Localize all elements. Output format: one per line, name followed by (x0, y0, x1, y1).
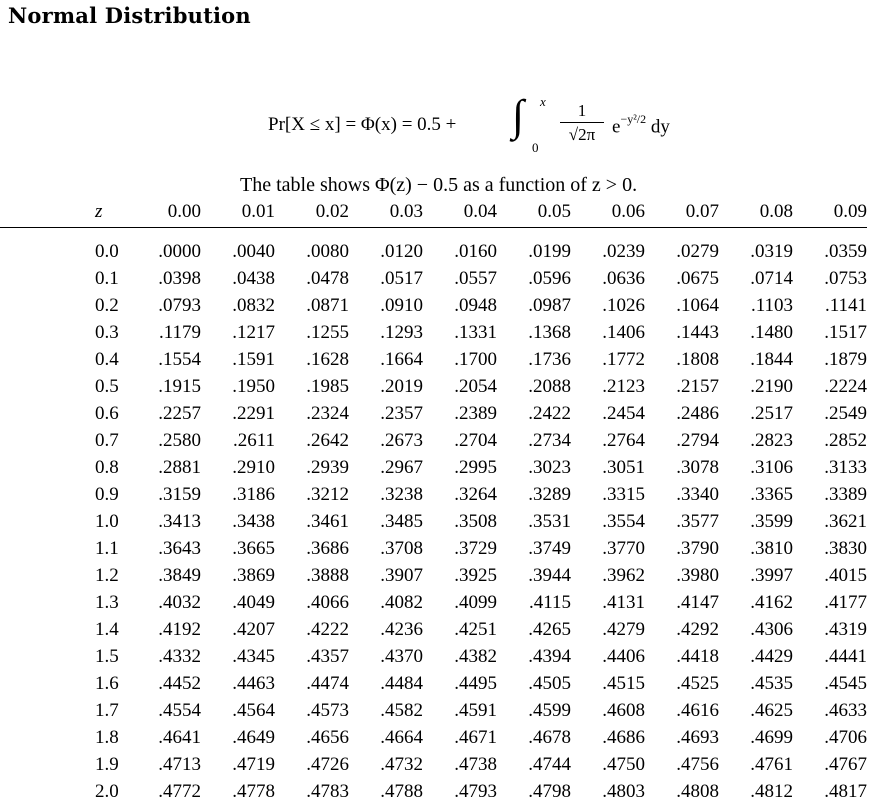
probability-cell: .3078 (676, 456, 719, 478)
probability-cell: .4207 (232, 618, 275, 640)
z-value-cell: 0.1 (95, 267, 119, 289)
probability-cell: .4778 (232, 780, 275, 802)
probability-cell: .4222 (306, 618, 349, 640)
table-row (0, 265, 867, 292)
probability-cell: .4656 (306, 726, 349, 748)
probability-cell: .4750 (602, 753, 645, 775)
probability-cell: .3810 (750, 537, 793, 559)
probability-cell: .2389 (454, 402, 497, 424)
probability-cell: .4515 (602, 672, 645, 694)
probability-cell: .0948 (454, 294, 497, 316)
table-row (0, 292, 867, 319)
probability-cell: .4812 (750, 780, 793, 802)
table-header-row (0, 197, 867, 228)
probability-cell: .3708 (380, 537, 423, 559)
probability-cell: .1664 (380, 348, 423, 370)
table-caption: The table shows Φ(z) − 0.5 as a function of z > 0. (240, 174, 638, 196)
probability-cell: .4564 (232, 699, 275, 721)
probability-cell: .1772 (602, 348, 645, 370)
probability-cell: .1406 (602, 321, 645, 343)
table-row (0, 778, 867, 805)
probability-cell: .3907 (380, 564, 423, 586)
table-row (0, 319, 867, 346)
column-header: 0.03 (389, 201, 423, 222)
probability-cell: .2580 (158, 429, 201, 451)
probability-cell: .4306 (750, 618, 793, 640)
column-header: 0.08 (759, 201, 793, 222)
formula-rhs (612, 114, 670, 138)
probability-cell: .2454 (602, 402, 645, 424)
probability-cell: .4292 (676, 618, 719, 640)
z-value-cell: 1.0 (95, 510, 119, 532)
probability-cell: .2054 (454, 375, 497, 397)
probability-cell: .3980 (676, 564, 719, 586)
probability-cell: .0910 (380, 294, 423, 316)
probability-cell: .4793 (454, 780, 497, 802)
probability-cell: .4808 (676, 780, 719, 802)
probability-cell: .1368 (528, 321, 571, 343)
probability-cell: .3749 (528, 537, 571, 559)
probability-cell: .3289 (528, 483, 571, 505)
probability-cell: .1879 (824, 348, 867, 370)
integral-lower-bound: 0 (532, 140, 539, 155)
probability-cell: .3238 (380, 483, 423, 505)
probability-cell: .3485 (380, 510, 423, 532)
table-row (0, 535, 867, 562)
z-value-cell: 0.5 (95, 375, 119, 397)
normal-distribution-table (0, 197, 867, 805)
table-row (0, 751, 867, 778)
probability-cell: .2910 (232, 456, 275, 478)
probability-cell: .3790 (676, 537, 719, 559)
probability-cell: .4429 (750, 645, 793, 667)
integral-sign: ∫ (512, 91, 525, 140)
table-row (0, 400, 867, 427)
probability-cell: .3159 (158, 483, 201, 505)
z-value-cell: 1.7 (95, 699, 119, 721)
probability-cell: .3508 (454, 510, 497, 532)
probability-cell: .4649 (232, 726, 275, 748)
probability-cell: .4115 (528, 591, 571, 613)
probability-cell: .4535 (750, 672, 793, 694)
probability-cell: .2257 (158, 402, 201, 424)
probability-cell: .0319 (750, 240, 793, 262)
probability-cell: .3133 (824, 456, 867, 478)
probability-cell: .4505 (528, 672, 571, 694)
z-value-cell: 1.9 (95, 753, 119, 775)
probability-cell: .2291 (232, 402, 275, 424)
probability-cell: .4441 (824, 645, 867, 667)
probability-cell: .3888 (306, 564, 349, 586)
probability-cell: .4699 (750, 726, 793, 748)
z-value-cell: 0.2 (95, 294, 119, 316)
table-row (0, 481, 867, 508)
fraction-denominator: √2π (568, 125, 596, 144)
differential: dy (646, 116, 670, 138)
probability-cell: .1844 (750, 348, 793, 370)
z-value-cell: 1.4 (95, 618, 119, 640)
probability-cell: .4582 (380, 699, 423, 721)
probability-cell: .4463 (232, 672, 275, 694)
probability-cell: .0080 (306, 240, 349, 262)
probability-cell: .4495 (454, 672, 497, 694)
probability-cell: .1554 (158, 348, 201, 370)
probability-cell: .3621 (824, 510, 867, 532)
probability-cell: .0636 (602, 267, 645, 289)
probability-cell: .1808 (676, 348, 719, 370)
probability-cell: .2422 (528, 402, 571, 424)
probability-cell: .2939 (306, 456, 349, 478)
probability-cell: .3665 (232, 537, 275, 559)
probability-cell: .2704 (454, 429, 497, 451)
probability-cell: .3577 (676, 510, 719, 532)
table-row (0, 228, 867, 266)
probability-cell: .4525 (676, 672, 719, 694)
probability-cell: .4783 (306, 780, 349, 802)
probability-cell: .4082 (380, 591, 423, 613)
probability-cell: .0596 (528, 267, 571, 289)
probability-cell: .0478 (306, 267, 349, 289)
probability-cell: .2611 (232, 429, 275, 451)
probability-cell: .0199 (528, 240, 571, 262)
probability-cell: .4767 (824, 753, 867, 775)
probability-cell: .4265 (528, 618, 571, 640)
probability-cell: .4015 (824, 564, 867, 586)
probability-cell: .2517 (750, 402, 793, 424)
column-header: 0.07 (685, 201, 719, 222)
probability-cell: .0120 (380, 240, 423, 262)
probability-cell: .3944 (528, 564, 571, 586)
probability-cell: .4608 (602, 699, 645, 721)
table-row (0, 454, 867, 481)
probability-cell: .0359 (824, 240, 867, 262)
probability-cell: .1591 (232, 348, 275, 370)
probability-cell: .4554 (158, 699, 201, 721)
probability-cell: .4345 (232, 645, 275, 667)
probability-cell: .4744 (528, 753, 571, 775)
probability-cell: .4732 (380, 753, 423, 775)
exp-base: e (612, 116, 621, 138)
probability-cell: .1331 (454, 321, 497, 343)
probability-cell: .3264 (454, 483, 497, 505)
column-header: 0.04 (463, 201, 497, 222)
table-row (0, 427, 867, 454)
probability-cell: .2486 (676, 402, 719, 424)
normal-cdf-formula (268, 91, 728, 160)
probability-cell: .4591 (454, 699, 497, 721)
probability-cell: .2357 (380, 402, 423, 424)
probability-cell: .4599 (528, 699, 571, 721)
probability-cell: .0714 (750, 267, 793, 289)
probability-cell: .2190 (750, 375, 793, 397)
probability-cell: .1064 (676, 294, 719, 316)
probability-cell: .3315 (602, 483, 645, 505)
probability-cell: .1700 (454, 348, 497, 370)
probability-cell: .2734 (528, 429, 571, 451)
probability-cell: .4032 (158, 591, 201, 613)
probability-cell: .4545 (824, 672, 867, 694)
probability-cell: .3869 (232, 564, 275, 586)
probability-cell: .4147 (676, 591, 719, 613)
probability-cell: .1736 (528, 348, 571, 370)
z-value-cell: 1.2 (95, 564, 119, 586)
probability-cell: .4817 (824, 780, 867, 802)
z-value-cell: 0.9 (95, 483, 119, 505)
z-value-cell: 0.4 (95, 348, 119, 370)
probability-cell: .4332 (158, 645, 201, 667)
probability-cell: .4713 (158, 753, 201, 775)
z-value-cell: 1.5 (95, 645, 119, 667)
probability-cell: .3389 (824, 483, 867, 505)
probability-cell: .3599 (750, 510, 793, 532)
probability-cell: .3997 (750, 564, 793, 586)
probability-cell: .4772 (158, 780, 201, 802)
probability-cell: .3461 (306, 510, 349, 532)
column-header: 0.05 (537, 201, 571, 222)
probability-cell: .1179 (158, 321, 201, 343)
table-row (0, 670, 867, 697)
probability-cell: .0987 (528, 294, 571, 316)
probability-cell: .2642 (306, 429, 349, 451)
probability-cell: .4738 (454, 753, 497, 775)
probability-cell: .4131 (602, 591, 645, 613)
probability-cell: .0279 (676, 240, 719, 262)
z-column-header: z (95, 201, 103, 222)
probability-cell: .4664 (380, 726, 423, 748)
table-row (0, 616, 867, 643)
table-row (0, 724, 867, 751)
probability-cell: .1915 (158, 375, 201, 397)
table-row (0, 643, 867, 670)
probability-cell: .0793 (158, 294, 201, 316)
probability-cell: .4484 (380, 672, 423, 694)
probability-cell: .4788 (380, 780, 423, 802)
probability-cell: .2549 (824, 402, 867, 424)
page-title: Normal Distribution (8, 3, 251, 28)
probability-cell: .4719 (232, 753, 275, 775)
probability-cell: .3186 (232, 483, 275, 505)
probability-cell: .1026 (602, 294, 645, 316)
probability-cell: .4625 (750, 699, 793, 721)
probability-cell: .0239 (602, 240, 645, 262)
probability-cell: .3554 (602, 510, 645, 532)
probability-cell: .4761 (750, 753, 793, 775)
probability-cell: .4279 (602, 618, 645, 640)
z-value-cell: 0.7 (95, 429, 119, 451)
probability-cell: .4394 (528, 645, 571, 667)
probability-cell: .4686 (602, 726, 645, 748)
table-row (0, 697, 867, 724)
z-value-cell: 2.0 (95, 780, 119, 802)
z-value-cell: 0.3 (95, 321, 119, 343)
probability-cell: .4357 (306, 645, 349, 667)
probability-cell: .4162 (750, 591, 793, 613)
table-row (0, 346, 867, 373)
probability-cell: .3962 (602, 564, 645, 586)
probability-cell: .0438 (232, 267, 275, 289)
probability-cell: .3212 (306, 483, 349, 505)
probability-cell: .3770 (602, 537, 645, 559)
probability-cell: .3729 (454, 537, 497, 559)
formula-lhs: Pr[X ≤ x] = Φ(x) = 0.5 + (268, 114, 457, 135)
probability-cell: .4251 (454, 618, 497, 640)
probability-cell: .0557 (454, 267, 497, 289)
probability-cell: .1985 (306, 375, 349, 397)
probability-cell: .2088 (528, 375, 571, 397)
probability-cell: .3830 (824, 537, 867, 559)
probability-cell: .3849 (158, 564, 201, 586)
z-value-cell: 1.6 (95, 672, 119, 694)
probability-cell: .1480 (750, 321, 793, 343)
probability-cell: .2881 (158, 456, 201, 478)
probability-cell: .4678 (528, 726, 571, 748)
probability-cell: .1443 (676, 321, 719, 343)
probability-cell: .4803 (602, 780, 645, 802)
probability-cell: .0753 (824, 267, 867, 289)
z-value-cell: 0.8 (95, 456, 119, 478)
probability-cell: .2157 (676, 375, 719, 397)
probability-cell: .3340 (676, 483, 719, 505)
probability-cell: .1950 (232, 375, 275, 397)
probability-cell: .4066 (306, 591, 349, 613)
probability-cell: .2123 (602, 375, 645, 397)
probability-cell: .3438 (232, 510, 275, 532)
probability-cell: .0832 (232, 294, 275, 316)
probability-cell: .1293 (380, 321, 423, 343)
table-row (0, 373, 867, 400)
probability-cell: .4049 (232, 591, 275, 613)
probability-cell: .0160 (454, 240, 497, 262)
probability-cell: .0675 (676, 267, 719, 289)
probability-cell: .1517 (824, 321, 867, 343)
column-header: 0.06 (611, 201, 645, 222)
z-value-cell: 1.1 (95, 537, 119, 559)
z-value-cell: 0.0 (95, 240, 119, 262)
integral-upper-bound: x (540, 94, 546, 109)
fraction-numerator: 1 (577, 101, 587, 120)
probability-cell: .1141 (824, 294, 867, 316)
z-value-cell: 1.3 (95, 591, 119, 613)
probability-cell: .1255 (306, 321, 349, 343)
probability-cell: .2852 (824, 429, 867, 451)
table-row (0, 508, 867, 535)
probability-cell: .3106 (750, 456, 793, 478)
probability-cell: .0000 (158, 240, 201, 262)
column-header: 0.09 (833, 201, 867, 222)
probability-cell: .4726 (306, 753, 349, 775)
probability-cell: .0517 (380, 267, 423, 289)
probability-cell: .1103 (750, 294, 793, 316)
probability-cell: .4319 (824, 618, 867, 640)
probability-cell: .4671 (454, 726, 497, 748)
probability-cell: .0040 (232, 240, 275, 262)
probability-cell: .4693 (676, 726, 719, 748)
probability-cell: .0871 (306, 294, 349, 316)
probability-cell: .2224 (824, 375, 867, 397)
probability-cell: .2967 (380, 456, 423, 478)
probability-cell: .2324 (306, 402, 349, 424)
probability-cell: .4616 (676, 699, 719, 721)
probability-cell: .3643 (158, 537, 201, 559)
probability-cell: .1628 (306, 348, 349, 370)
column-header: 0.01 (241, 201, 275, 222)
probability-cell: .4382 (454, 645, 497, 667)
probability-cell: .4641 (158, 726, 201, 748)
probability-cell: .2019 (380, 375, 423, 397)
z-value-cell: 1.8 (95, 726, 119, 748)
probability-cell: .2823 (750, 429, 793, 451)
probability-cell: .4236 (380, 618, 423, 640)
z-value-cell: 0.6 (95, 402, 119, 424)
probability-cell: .4192 (158, 618, 201, 640)
probability-cell: .3413 (158, 510, 201, 532)
table-body (0, 228, 867, 806)
probability-cell: .4406 (602, 645, 645, 667)
probability-cell: .4099 (454, 591, 497, 613)
column-header: 0.00 (167, 201, 201, 222)
probability-cell: .4798 (528, 780, 571, 802)
probability-cell: .4452 (158, 672, 201, 694)
probability-cell: .3023 (528, 456, 571, 478)
probability-cell: .2794 (676, 429, 719, 451)
fraction (558, 100, 606, 147)
probability-cell: .3686 (306, 537, 349, 559)
probability-cell: .2995 (454, 456, 497, 478)
probability-cell: .2673 (380, 429, 423, 451)
probability-cell: .4177 (824, 591, 867, 613)
probability-cell: .1217 (232, 321, 275, 343)
probability-cell: .4706 (824, 726, 867, 748)
table-row (0, 589, 867, 616)
exp-exponent: −y²/2 (620, 112, 647, 126)
table-row (0, 562, 867, 589)
probability-cell: .4370 (380, 645, 423, 667)
probability-cell: .4633 (824, 699, 867, 721)
probability-cell: .4474 (306, 672, 349, 694)
probability-cell: .0398 (158, 267, 201, 289)
probability-cell: .3051 (602, 456, 645, 478)
column-header: 0.02 (315, 201, 349, 222)
probability-cell: .4573 (306, 699, 349, 721)
probability-cell: .2764 (602, 429, 645, 451)
probability-cell: .4418 (676, 645, 719, 667)
probability-cell: .3365 (750, 483, 793, 505)
probability-cell: .3531 (528, 510, 571, 532)
probability-cell: .4756 (676, 753, 719, 775)
probability-cell: .3925 (454, 564, 497, 586)
